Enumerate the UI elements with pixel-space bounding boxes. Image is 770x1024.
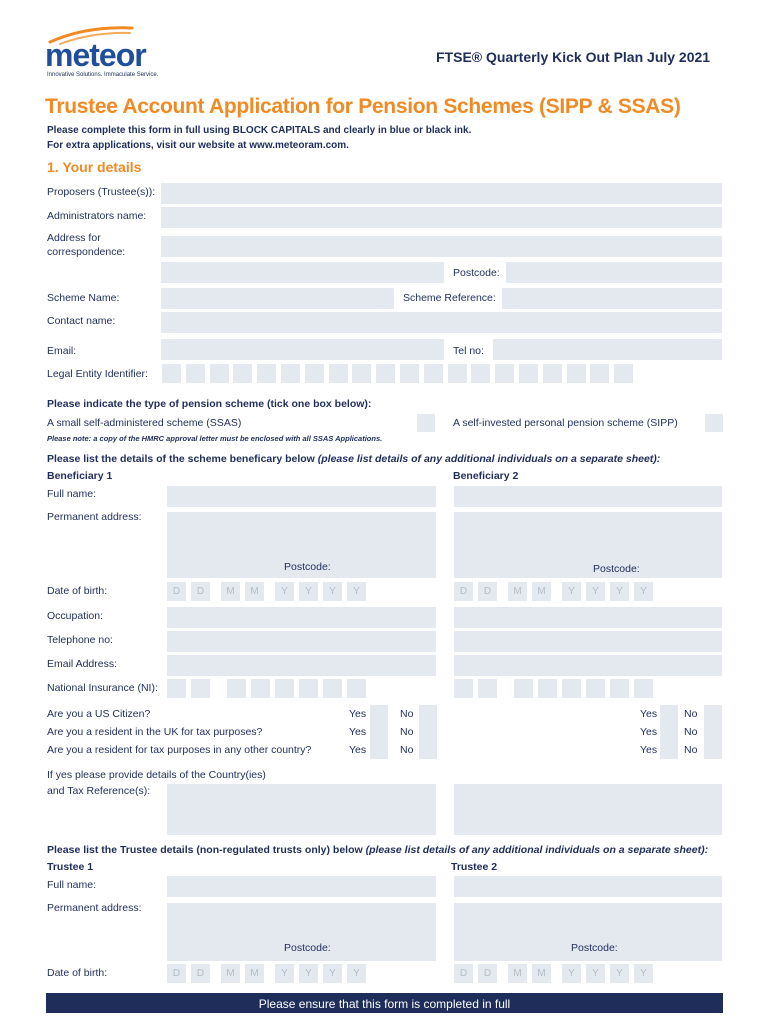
ben2-uk-resident-no-checkbox[interactable] xyxy=(704,723,722,741)
lei-char-box[interactable] xyxy=(471,364,490,383)
ben2-ni-char-box[interactable] xyxy=(610,679,629,698)
beneficiary-2-heading: Beneficiary 2 xyxy=(453,470,519,482)
scheme-reference-label: Scheme Reference: xyxy=(403,292,496,304)
ben2-ni-char-box[interactable] xyxy=(454,679,473,698)
ben2-dob-char-box[interactable] xyxy=(454,582,473,601)
country-label-2: and Tax Reference(s): xyxy=(47,785,151,797)
trustee1-dob-char-box[interactable] xyxy=(221,964,240,983)
beneficiary-question-italic: (please list details of any additional individuals on a separate sheet): xyxy=(317,453,661,465)
date-placeholder-char: Y xyxy=(568,586,575,597)
sipp-label: A self-invested personal pension scheme (SIPP) xyxy=(453,417,678,429)
date-placeholder-char: Y xyxy=(329,968,336,979)
footer-banner xyxy=(46,993,723,1013)
lei-char-box[interactable] xyxy=(257,364,276,383)
date-placeholder-char: M xyxy=(537,586,546,597)
postcode-input[interactable] xyxy=(506,262,722,283)
ben2-other-resident-yes-checkbox[interactable] xyxy=(660,741,678,759)
date-placeholder-char: Y xyxy=(592,586,599,597)
lei-char-box[interactable] xyxy=(233,364,252,383)
lei-char-box[interactable] xyxy=(186,364,205,383)
yes-label: Yes xyxy=(349,726,367,738)
date-placeholder-char: D xyxy=(196,968,205,979)
ben1-country-input[interactable] xyxy=(167,784,436,835)
trustee2-dob-char-box[interactable] xyxy=(508,964,527,983)
lei-char-box[interactable] xyxy=(281,364,300,383)
trustee-1-heading: Trustee 1 xyxy=(47,861,94,873)
ben1-ni-char-box[interactable] xyxy=(251,679,270,698)
trustee2-dob-char-box[interactable] xyxy=(562,964,581,983)
tel-label: Tel no: xyxy=(453,345,484,357)
trustee1-dob-char-box[interactable] xyxy=(245,964,264,983)
ben2-dob-char-box[interactable] xyxy=(532,582,551,601)
ben2-email-input[interactable] xyxy=(454,655,722,676)
plan-title: FTSE® Quarterly Kick Out Plan July 2021 xyxy=(436,49,711,65)
uk-resident-label: Are you a resident in the UK for tax purposes? xyxy=(47,726,263,738)
ben-dob-label: Date of birth: xyxy=(47,585,108,597)
meteor-logo: meteor xyxy=(45,37,146,73)
ben1-uk-resident-yes-checkbox[interactable] xyxy=(370,723,388,741)
trustee1-full-name-input[interactable] xyxy=(167,876,436,897)
no-label: No xyxy=(684,744,698,756)
email-input[interactable] xyxy=(161,339,444,360)
date-placeholder-char: D xyxy=(483,586,492,597)
ben-full-name-label: Full name: xyxy=(47,488,97,500)
trustee2-dob-char-box[interactable] xyxy=(634,964,653,983)
date-placeholder-char: Y xyxy=(616,586,623,597)
yes-label: Yes xyxy=(349,708,367,720)
ben1-ni-char-box[interactable] xyxy=(167,679,186,698)
date-placeholder-char: M xyxy=(537,968,546,979)
date-placeholder-char: D xyxy=(172,586,181,597)
country-label-1: If yes please provide details of the Country(ies) xyxy=(47,769,266,781)
lei-char-box[interactable] xyxy=(329,364,348,383)
ben1-us-citizen-no-checkbox[interactable] xyxy=(419,705,437,723)
no-label: No xyxy=(684,708,698,720)
ben2-country-input[interactable] xyxy=(454,784,722,835)
other-resident-label: Are you a resident for tax purposes in any other country? xyxy=(47,744,312,756)
ben1-other-resident-yes-checkbox[interactable] xyxy=(370,741,388,759)
date-placeholder-char: Y xyxy=(640,968,647,979)
ben2-address-input[interactable] xyxy=(454,512,722,578)
trustee1-postcode-label: Postcode: xyxy=(284,942,331,954)
ben1-dob-char-box[interactable] xyxy=(323,582,342,601)
ben-occupation-label: Occupation: xyxy=(47,610,104,622)
ben1-email-input[interactable] xyxy=(167,655,436,676)
date-placeholder-char: D xyxy=(483,968,492,979)
date-placeholder-char: Y xyxy=(616,968,623,979)
scheme-reference-input[interactable] xyxy=(502,288,722,309)
lei-char-box[interactable] xyxy=(519,364,538,383)
trustee2-dob-char-box[interactable] xyxy=(610,964,629,983)
date-placeholder-char: Y xyxy=(305,968,312,979)
ben2-us-citizen-yes-checkbox[interactable] xyxy=(660,705,678,723)
trustee2-dob-char-box[interactable] xyxy=(454,964,473,983)
ben2-ni-char-box[interactable] xyxy=(538,679,557,698)
lei-char-box[interactable] xyxy=(614,364,633,383)
lei-char-box[interactable] xyxy=(162,364,181,383)
ben-address-label: Permanent address: xyxy=(47,511,142,523)
ben1-ni-char-box[interactable] xyxy=(191,679,210,698)
trustee1-dob-char-box[interactable] xyxy=(347,964,366,983)
administrators-input[interactable] xyxy=(161,207,722,228)
date-placeholder-char: M xyxy=(250,968,259,979)
beneficiary-1-heading: Beneficiary 1 xyxy=(47,470,113,482)
trustee2-postcode-label: Postcode: xyxy=(571,942,618,954)
trustee-question xyxy=(47,844,708,857)
ben1-dob-char-box[interactable] xyxy=(245,582,264,601)
date-placeholder-char: M xyxy=(513,586,522,597)
ben2-dob-char-box[interactable] xyxy=(586,582,605,601)
ben2-ni-char-box[interactable] xyxy=(514,679,533,698)
form-title: Trustee Account Application for Pension Schemes (SIPP & SSAS) xyxy=(45,95,681,118)
no-label: No xyxy=(684,726,698,738)
date-placeholder-char: Y xyxy=(281,968,288,979)
lei-char-box[interactable] xyxy=(210,364,229,383)
lei-char-box[interactable] xyxy=(352,364,371,383)
address-input-2[interactable] xyxy=(161,262,444,283)
trustee2-dob-char-box[interactable] xyxy=(532,964,551,983)
ssas-label: A small self-administered scheme (SSAS) xyxy=(47,417,242,429)
ben-email-label: Email Address: xyxy=(47,658,118,670)
instruction-line-1: Please complete this form in full using BLOCK CAPITALS and clearly in blue or black ink. xyxy=(47,125,472,136)
ben1-ni-char-box[interactable] xyxy=(323,679,342,698)
trustee-2-heading: Trustee 2 xyxy=(451,861,498,873)
ben1-dob-char-box[interactable] xyxy=(347,582,366,601)
lei-char-box[interactable] xyxy=(424,364,443,383)
yes-label: Yes xyxy=(640,726,658,738)
no-label: No xyxy=(400,708,414,720)
beneficiary-question xyxy=(47,453,660,466)
contact-name-label: Contact name: xyxy=(47,315,116,327)
instruction-line-2: For extra applications, visit our website at www.meteoram.com. xyxy=(47,140,349,151)
ben1-uk-resident-no-checkbox[interactable] xyxy=(419,723,437,741)
date-placeholder-char: Y xyxy=(592,968,599,979)
tel-input[interactable] xyxy=(493,339,722,360)
ben2-dob-char-box[interactable] xyxy=(634,582,653,601)
trustee-full-name-label: Full name: xyxy=(47,879,97,891)
ben1-dob-char-box[interactable] xyxy=(191,582,210,601)
trustee1-dob-char-box[interactable] xyxy=(275,964,294,983)
trustee1-dob-char-box[interactable] xyxy=(167,964,186,983)
yes-label: Yes xyxy=(640,744,658,756)
lei-char-box[interactable] xyxy=(400,364,419,383)
ben1-ni-char-box[interactable] xyxy=(275,679,294,698)
ben2-uk-resident-yes-checkbox[interactable] xyxy=(660,723,678,741)
ben2-postcode-label: Postcode: xyxy=(593,563,640,575)
trustee1-dob-char-box[interactable] xyxy=(323,964,342,983)
proposers-input[interactable] xyxy=(161,183,722,204)
ben2-dob-char-box[interactable] xyxy=(610,582,629,601)
lei-char-box[interactable] xyxy=(590,364,609,383)
scheme-name-label: Scheme Name: xyxy=(47,292,120,304)
date-placeholder-char: M xyxy=(226,586,235,597)
footer-text: Please ensure that this form is completed in full xyxy=(258,997,511,1011)
date-placeholder-char: M xyxy=(250,586,259,597)
ssas-note: Please note: a copy of the HMRC approval letter must be enclosed with all SSAS Applications. xyxy=(47,434,383,443)
trustee2-dob-char-box[interactable] xyxy=(478,964,497,983)
date-placeholder-char: Y xyxy=(568,968,575,979)
ben2-occupation-input[interactable] xyxy=(454,607,722,628)
address-input-1[interactable] xyxy=(161,236,722,257)
address-label-2: correspondence: xyxy=(47,246,126,258)
ben1-us-citizen-yes-checkbox[interactable] xyxy=(370,705,388,723)
ben1-ni-char-box[interactable] xyxy=(347,679,366,698)
date-placeholder-char: Y xyxy=(640,586,647,597)
trustee-question-bold: Please list the Trustee details (non-regulated trusts only) below xyxy=(47,844,366,856)
lei-char-box[interactable] xyxy=(567,364,586,383)
lei-char-box[interactable] xyxy=(448,364,467,383)
ben2-dob-char-box[interactable] xyxy=(562,582,581,601)
ben1-full-name-input[interactable] xyxy=(167,486,436,507)
postcode-label: Postcode: xyxy=(453,267,500,279)
date-placeholder-char: Y xyxy=(353,968,360,979)
lei-char-box[interactable] xyxy=(305,364,324,383)
ben1-dob-char-box[interactable] xyxy=(299,582,318,601)
ben2-ni-char-box[interactable] xyxy=(478,679,497,698)
trustee1-dob-char-box[interactable] xyxy=(191,964,210,983)
ben2-dob-char-box[interactable] xyxy=(508,582,527,601)
lei-label: Legal Entity Identifier: xyxy=(47,368,148,380)
ben1-other-resident-no-checkbox[interactable] xyxy=(419,741,437,759)
scheme-type-question: Please indicate the type of pension scheme (tick one box below): xyxy=(47,398,372,410)
ben2-us-citizen-no-checkbox[interactable] xyxy=(704,705,722,723)
no-label: No xyxy=(400,726,414,738)
trustee-dob-label: Date of birth: xyxy=(47,967,108,979)
ben1-postcode-label: Postcode: xyxy=(284,561,331,573)
lei-char-box[interactable] xyxy=(495,364,514,383)
us-citizen-label: Are you a US Citizen? xyxy=(47,708,151,720)
date-placeholder-char: M xyxy=(513,968,522,979)
trustee-address-label: Permanent address: xyxy=(47,902,142,914)
date-placeholder-char: Y xyxy=(353,586,360,597)
ben2-full-name-input[interactable] xyxy=(454,486,722,507)
ben1-occupation-input[interactable] xyxy=(167,607,436,628)
ben2-dob-char-box[interactable] xyxy=(478,582,497,601)
proposers-label: Proposers (Trustee(s)): xyxy=(47,186,156,198)
date-placeholder-char: D xyxy=(459,586,468,597)
ben2-ni-char-box[interactable] xyxy=(634,679,653,698)
administrators-label: Administrators name: xyxy=(47,210,147,222)
ben1-telephone-input[interactable] xyxy=(167,631,436,652)
ben1-dob-char-box[interactable] xyxy=(275,582,294,601)
trustee2-dob-char-box[interactable] xyxy=(586,964,605,983)
no-label: No xyxy=(400,744,414,756)
lei-char-box[interactable] xyxy=(376,364,395,383)
date-placeholder-char: D xyxy=(196,586,205,597)
date-placeholder-char: Y xyxy=(281,586,288,597)
scheme-name-input[interactable] xyxy=(161,288,394,309)
trustee1-dob-char-box[interactable] xyxy=(299,964,318,983)
lei-char-box[interactable] xyxy=(543,364,562,383)
sipp-checkbox[interactable] xyxy=(705,414,723,432)
ben2-telephone-input[interactable] xyxy=(454,631,722,652)
email-label: Email: xyxy=(47,345,77,357)
date-placeholder-char: D xyxy=(459,968,468,979)
ben-telephone-label: Telephone no: xyxy=(47,634,113,646)
beneficiary-question-bold: Please list the details of the scheme beneficary below xyxy=(47,453,318,465)
logo-tagline: Innovative Solutions. Immaculate Service. xyxy=(47,72,159,78)
section-1-heading: 1. Your details xyxy=(47,159,142,175)
ben2-ni-char-box[interactable] xyxy=(586,679,605,698)
date-placeholder-char: Y xyxy=(305,586,312,597)
ssas-checkbox[interactable] xyxy=(417,414,435,432)
ben2-other-resident-no-checkbox[interactable] xyxy=(704,741,722,759)
trustee2-full-name-input[interactable] xyxy=(454,876,722,897)
yes-label: Yes xyxy=(349,744,367,756)
ben2-ni-char-box[interactable] xyxy=(562,679,581,698)
contact-name-input[interactable] xyxy=(161,312,722,333)
ben1-dob-char-box[interactable] xyxy=(167,582,186,601)
date-placeholder-char: M xyxy=(226,968,235,979)
date-placeholder-char: Y xyxy=(329,586,336,597)
ben-ni-label: National Insurance (NI): xyxy=(47,682,158,694)
trustee-question-italic: (please list details of any additional individuals on a separate sheet): xyxy=(365,844,709,856)
ben1-dob-char-box[interactable] xyxy=(221,582,240,601)
date-placeholder-char: D xyxy=(172,968,181,979)
ben1-ni-char-box[interactable] xyxy=(299,679,318,698)
ben1-ni-char-box[interactable] xyxy=(227,679,246,698)
yes-label: Yes xyxy=(640,708,658,720)
address-label-1: Address for xyxy=(47,232,101,244)
